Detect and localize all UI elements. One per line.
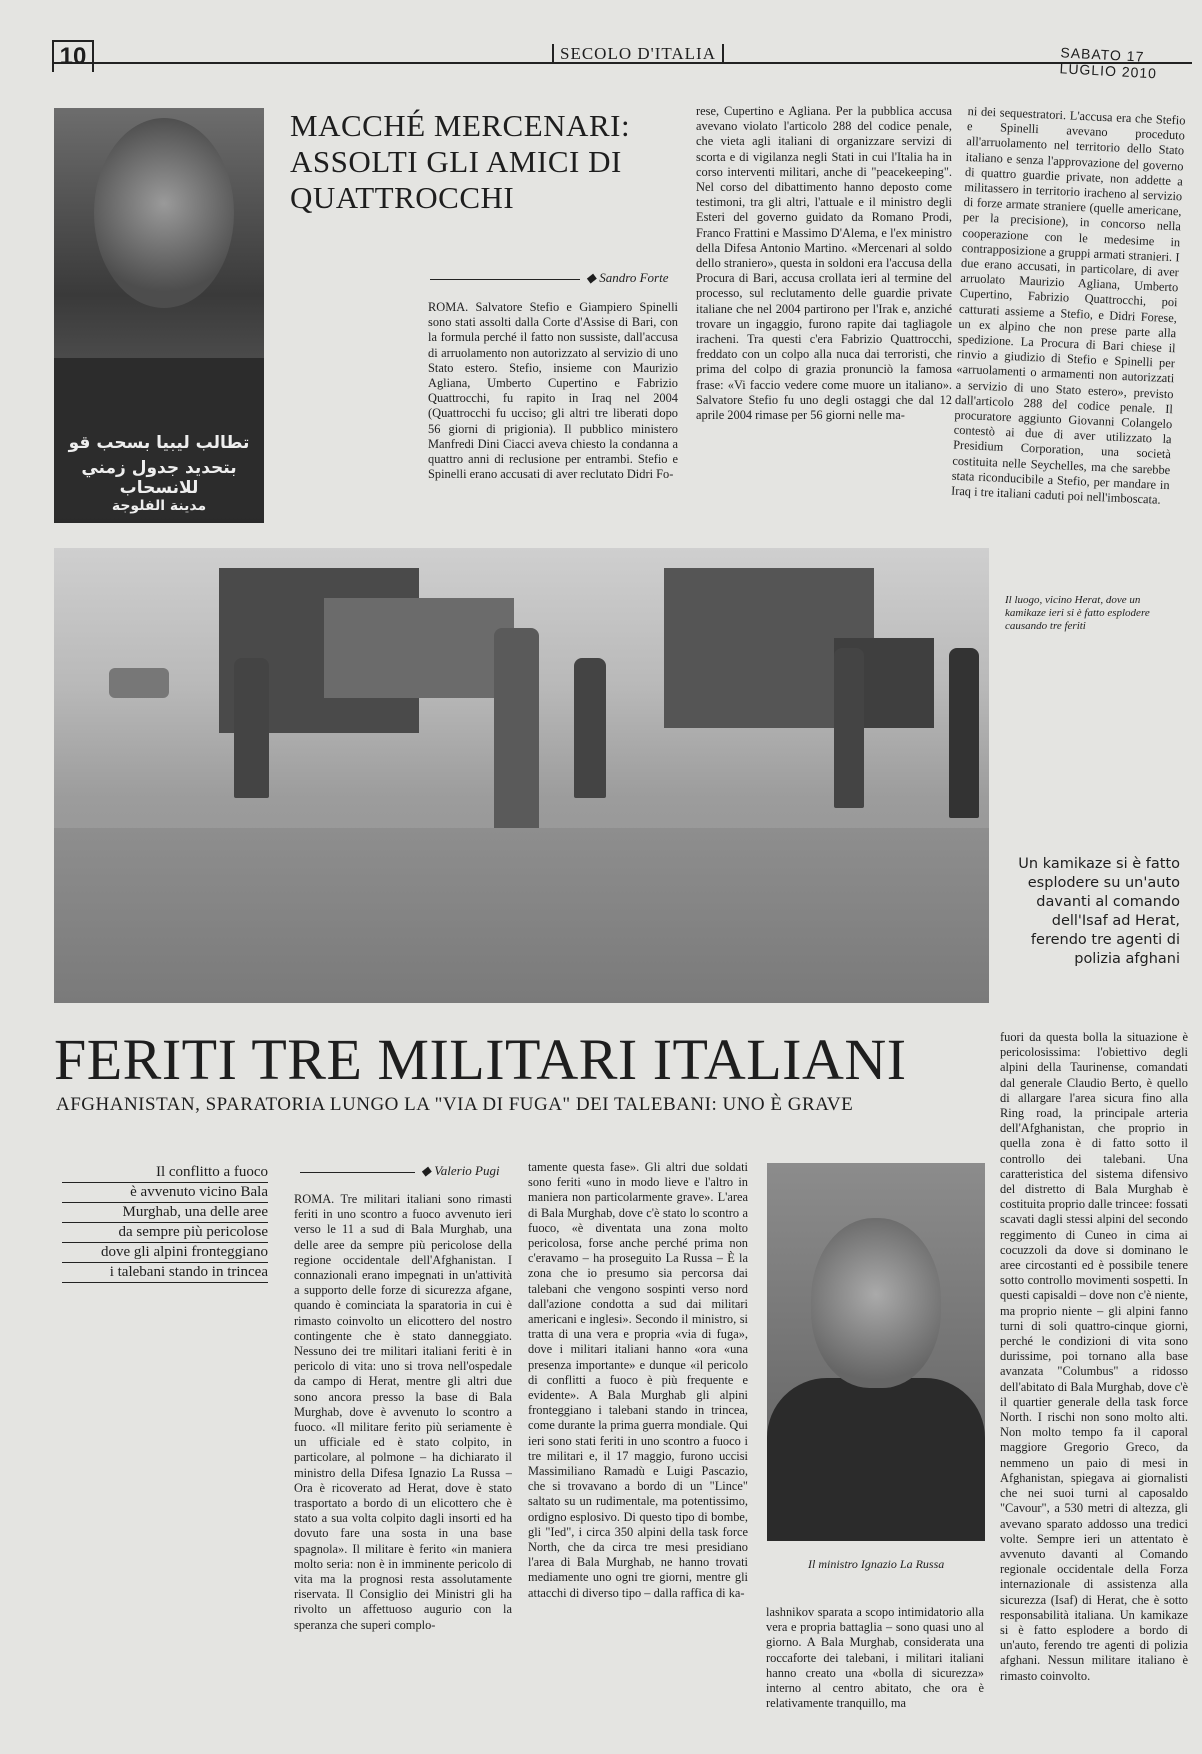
photo-arabic-line-3: مدينة الفلوجة — [111, 498, 207, 514]
car-distant — [109, 668, 169, 698]
main-article-col-4 — [1000, 1030, 1188, 1740]
minister-suit — [767, 1378, 985, 1541]
soldier-4 — [834, 648, 864, 808]
main-byline-author: Valerio Pugi — [434, 1163, 500, 1178]
main-pull-quote — [62, 1163, 268, 1283]
herat-photo-caption: Il luogo, vicino Herat, dove un kamikaze ieri si è fatto esplodere causando tre feriti — [1005, 594, 1150, 632]
issue-date: SABATO 17 LUGLIO 2010 — [1059, 44, 1158, 82]
soldier-2 — [494, 628, 539, 838]
soldier-3 — [574, 658, 606, 798]
top-article-byline: ◆ Sandro Forte — [430, 270, 668, 286]
minister-photo — [767, 1163, 985, 1541]
pull-line-1: Il conflitto a fuoco — [62, 1163, 268, 1183]
top-col2-text: rese, Cupertino e Agliana. Per la pubblica accusa avevano violato l'articolo 288 del codice penale, che vieta agli italiani di organizzare servizi di scorta e di vigilanza negli Stati in cui l'Italia ha in corso interventi militari, anche di "peacekeeping". Nel corso del dibattimento hanno deposto come testimoni, tra gli altri, l'attuale e il ministro degli Esteri del governo guidato da Romano Prodi, Franco Frattini e Massimo D'Alema, e l'ex ministro della Difesa Antonio Martino. «Mercenari al soldo dello straniero», questa in soldoni era l'accusa della Procura di Bari, accusa crollata ieri al termine del processo, sul reclutamento delle guardie private italiane che nel 2004 partirono per l'Irak e, anziché trovare un ingaggio, furono rapite dai tagliagole iracheni. Tra questi c'era Fabrizio Quattrocchi, freddato con un colpo alla nuca dai terroristi, che prima del colpo di grazia pronunciò la famosa frase: «Vi faccio vedere come muore un italiano». Salvatore Stefio fu uno degli ostaggi che dal 12 aprile 2004 rimase per 56 giorni nelle ma- — [696, 104, 952, 423]
main-headline: FERITI TRE MILITARI ITALIANI — [54, 1027, 907, 1092]
main-article-col-3 — [766, 1605, 984, 1745]
page-number: 10 — [52, 40, 94, 72]
pull-line-3: Murghab, una delle aree — [62, 1203, 268, 1223]
top-article-col-3 — [949, 104, 1185, 541]
top-col3-text: ni dei sequestratori. L'accusa era che Stefio e Spinelli avevano proceduto all'arruolamento nel territorio dello Stato italiano e senza l'approvazione del governo di quattro guardie private, non addette a militassero in territorio iracheno al servizio di forze armate straniere (quelle americane, per la precisione), in concorso nella cooperazione con le medesime in contrapposizione a gruppi armati stranieri. I due erano accusati, in particolare, di aver arruolato Maurizio Agliana, Umberto Cupertino, Fabrizio Quattrocchi, poi catturati assieme a Stefio, e Didri Forese, un ex alpino che non prese parte alla spedizione. La Procura di Bari chiese il rinvio a giudizio di Stefio e Spinelli per «arruolamenti o armamenti non autorizzati a servizio di uno Stato estero», previsto dall'articolo 288 del codice penale. Il procuratore aggiunto Giovanni Colangelo contestò ai due di aver utilizzato la Presidium Corporation, una società costituita nelle Seychelles, ma che sarebbe stata riconducibile a Stefio, per mandare in Iraq i tre italiani caduti poi nell'imboscata. — [950, 104, 1186, 507]
main-article-col-2 — [528, 1160, 748, 1744]
photo-arabic-line-2: بتحديد جدول زمني للانسحاب — [81, 458, 237, 498]
newspaper-name: SECOLO D'ITALIA — [552, 44, 724, 64]
main-subheadline: AFGHANISTAN, SPARATORIA LUNGO LA "VIA DI FUGA" DEI TALEBANI: UNO È GRAVE — [56, 1094, 854, 1115]
pull-line-6: i talebani stando in trincea — [62, 1263, 268, 1283]
main-article-byline: ◆ Valerio Pugi — [300, 1163, 500, 1179]
top-byline-author: Sandro Forte — [599, 270, 669, 285]
truck-left-tank — [324, 598, 514, 698]
top-article-col-1 — [428, 300, 678, 528]
herat-scene-photo — [54, 548, 989, 1003]
photo-arabic-line-1: تطالب ليبيا بسحب قو — [68, 433, 250, 453]
soldier-1 — [234, 658, 269, 798]
main-col1-text: ROMA. Tre militari italiani sono rimasti feriti in uno scontro a fuoco avvenuto ieri verso le 11 a sud di Bala Murghab, una delle aree da sempre più pericolose della regione occidentale dell'Afghanistan. I connazionali erano impegnati in un'attività a supporto delle forze di sicurezza afgane, quando è cominciata la sparatoria in cui è rimasto coinvolto un elicottero del nostro contingente che è stato danneggiato. Nessuno dei tre militari italiani feriti è in pericolo di vita: uno si trova nell'ospedale da campo di Herat, mentre gli altri due sono ancora presso la base di Bala Murghab, dove è avvenuto lo scontro a fuoco. «Il militare ferito più seriamente è un ufficiale ed è stato colpito, in particolare, al polmone – ha dichiarato il ministro della Difesa Ignazio La Russa – Ora è ricoverato ad Herat, dove è stato trasportato a bordo di un elicottero che è stato a sua volta colpito dagli insorti ed ha dovuto fare una sosta in una base spagnola». Il militare è ferito «in maniera molto seria: non è in imminente pericolo di vita ma la prognosi resta assolutamente riservata. Il Consiglio dei Ministri gli ha rivolto un affettuoso augurio con la speranza che superi complo- — [294, 1192, 512, 1632]
top-article-col-2 — [696, 104, 952, 528]
ground — [54, 828, 989, 1003]
pull-line-4: da sempre più pericolose — [62, 1223, 268, 1243]
main-article-col-1 — [294, 1192, 512, 1744]
minister-photo-caption: Il ministro Ignazio La Russa — [808, 1557, 945, 1571]
top-col1-text: ROMA. Salvatore Stefio e Giampiero Spinelli sono stati assolti dalla Corte d'Assise di Bari, con la formula perché il fatto non sussiste, dall'accusa di arruolamento non autorizzato al servizio di uno Stato estero. Stefio, insieme con Maurizio Agliana, Umberto Cupertino e Fabrizio Quattrocchi, fu rapito in Iraq nel 2004 (Quattrocchi fu ucciso; gli altri tre liberati dopo 56 giorni di prigionia). Il pubblico ministero Manfredi Dini Ciacci aveva chiesto la condanna a quattro anni di reclusione per entrambi. Stefio e Spinelli erano accusati di aver reclutato Didri Fo- — [428, 300, 678, 482]
top-article-headline: MACCHÉ MERCENARI: ASSOLTI GLI AMICI DI QUATTROCCHI — [290, 108, 631, 215]
pull-line-5: dove gli alpini fronteggiano — [62, 1243, 268, 1263]
pull-line-2: è avvenuto vicino Bala — [62, 1183, 268, 1203]
minister-head — [811, 1218, 941, 1388]
kamikaze-pull-quote: Un kamikaze si è fatto esplodere su un'auto davanti al comando dell'Isaf ad Herat, ferendo tre agenti di polizia afghani — [1018, 856, 1180, 967]
main-col4-text: fuori da questa bolla la situazione è pericolosissima: l'obiettivo degli alpini della Taurinense, comandati dal generale Claudio Berto, è quello di allargare l'area sicura fino alla Ring road, la principale arteria dell'Afghanistan, che proprio in quella zona è di fatto sotto il controllo dei talebani. Una caratteristica del sistema difensivo del distretto di Bala Murghab è costituita proprio dalle trincee: fossati scavati dagli stessi alpini del secondo reggimento di Cuneo in cima ai cocuzzoli da dove si dominano le aree circostanti ed è possibile tenere sotto controllo movimenti sospetti. In questi capisaldi – dove non c'è niente, ma proprio niente – gli alpini fanno turni di soli quattro-cinque giorni, perché le condizioni di vita sono durissime, poi tornano alla base avanzata "Columbus" a ridosso dell'abitato di Bala Murghab, dove c'è il quartier generale della task force North. I rischi non sono molto alti. Non molto tempo fa il caporal maggiore Gregorio Greco, da nemmeno un paio di mesi in Afghanistan, spiegava ai giornalisti che nei suoi turni al caposaldo "Cavour", a 530 metri di altezza, gli avevano sparato addosso una tredici volte. Sempre ieri un attentato è avvenuto davanti al Comando regionale occidentale della Forza internazionale di assistenza alla sicurezza (Isaf) di Herat, che è sotto responsabilità italiana. Un kamikaze si è fatto esplodere a bordo di un'auto, ferendo tre agenti di polizia afghani. Nessun militare italiano è rimasto coinvolto. — [1000, 1030, 1188, 1683]
main-col2-text: tamente questa fase». Gli altri due soldati sono feriti «uno in modo lieve e l'altro in maniera non particolarmente grave». L'area di Bala Murghab, dove c'è stato lo scontro a fuoco, «è diventata una zona molto pericolosa, forse anche perché prima non c'eravamo – ha proseguito La Russa – È la zona che io presumo sia percorsa dai talebani che vengono sospinti verso nord dall'azione condotta a sud dai militari americani e inglesi». Secondo il ministro, si tratta di una vera e propria «via di fuga», dove i militari italiani hanno «ora «una presenza importante» e dunque «il pericolo di conflitti a fuoco è più frequente e evidente». A Bala Murghab gli alpini fronteggiano i talebani stando in trincea, come durante la prima guerra mondiale. Qui ieri sono stati feriti in uno scontro a fuoco i tre militari e, il 17 maggio, furono uccisi Massimiliano Ramadù e Luigi Pascazio, che si trovavano a bordo di un "Lince" saltato su un rudimentale, ma potentissimo, ordigno esplosivo. Di questo tipo di bombe, gli "Ied", i circa 350 alpini della task force North, che da circa tre mesi presidiano l'area di Bala Murghab, ne hanno trovati mediamente uno ogni tre giorni, mentre gli attacchi di diverso tipo – dalla raffica di ka- — [528, 1160, 748, 1600]
portrait-face — [94, 118, 234, 308]
portrait-photo — [54, 108, 264, 523]
soldier-5 — [949, 648, 979, 818]
main-col3-text: lashnikov sparata a scopo intimidatorio alla vera e propria battaglia – sono quasi uno al giorno. A Bala Murghab, considerata una roccaforte dei talebani, i militari italiani hanno creato una «bolla di sicurezza» interno al centro abitato, che ora è relativamente tranquillo, ma — [766, 1605, 984, 1711]
